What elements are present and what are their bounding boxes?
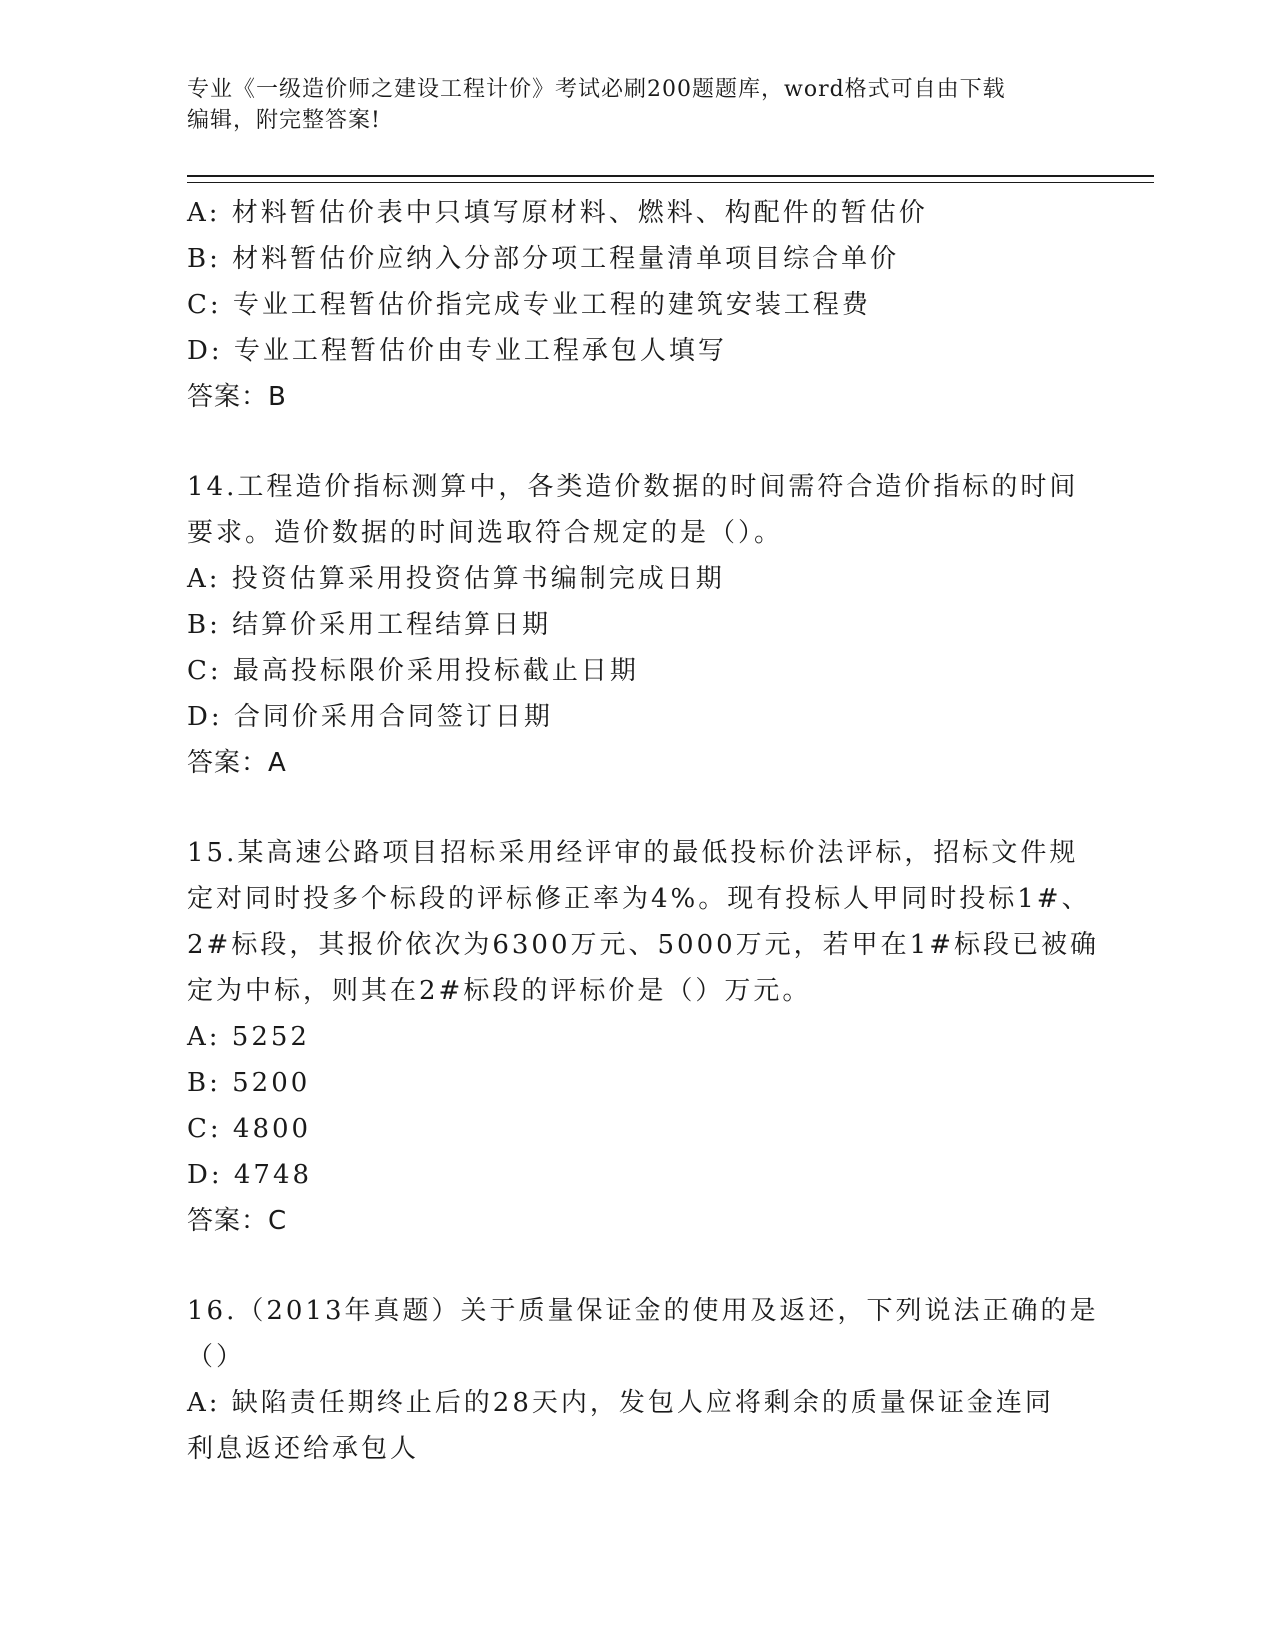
question-list (187, 190, 1099, 1472)
document-header (187, 74, 1067, 136)
question-stem-line: 15.某高速公路项目招标采用经评审的最低投标价法评标，招标文件规 (187, 838, 1079, 868)
header-divider-thin (187, 182, 1154, 183)
option-c: C: 专业工程暂估价指完成专业工程的建筑安装工程费 (187, 290, 871, 320)
header-line-1: 专业《一级造价师之建设工程计价》考试必刷200题题库，word格式可自由下载 (187, 77, 1006, 102)
question-13 (187, 190, 1087, 420)
option-d: D: 4748 (187, 1160, 313, 1190)
option-a: A: 投资估算采用投资估算书编制完成日期 (187, 564, 725, 594)
answer-line: 答案：A (187, 748, 287, 778)
question-stem-line: 14.工程造价指标测算中，各类造价数据的时间需符合造价指标的时间 (187, 472, 1079, 502)
option-c: C: 最高投标限价采用投标截止日期 (187, 656, 639, 686)
question-stem-line: 定对同时投多个标段的评标修正率为4%。现有投标人甲同时投标1#、 (187, 884, 1091, 914)
option-c: C: 4800 (187, 1114, 312, 1144)
option-a: A: 材料暂估价表中只填写原材料、燃料、构配件的暂估价 (187, 198, 928, 228)
option-a-continuation: 利息返还给承包人 (187, 1434, 420, 1464)
question-stem-line: 2#标段，其报价依次为6300万元、5000万元，若甲在1#标段已被确 (187, 930, 1099, 960)
question-stem-line: 16.（2013年真题）关于质量保证金的使用及返还，下列说法正确的是 (187, 1296, 1099, 1326)
answer-line: 答案：B (187, 382, 287, 412)
question-stem-line: 要求。造价数据的时间选取符合规定的是（）。 (187, 518, 784, 548)
question-16 (187, 1288, 1099, 1472)
question-14 (187, 464, 1087, 786)
header-divider-thick (187, 175, 1154, 177)
question-stem-line: （） (187, 1342, 246, 1372)
option-b: B: 材料暂估价应纳入分部分项工程量清单项目综合单价 (187, 244, 900, 274)
option-b: B: 结算价采用工程结算日期 (187, 610, 552, 640)
option-d: D: 合同价采用合同签订日期 (187, 702, 553, 732)
option-a: A: 5252 (187, 1022, 310, 1052)
option-b: B: 5200 (187, 1068, 311, 1098)
header-line-2: 编辑，附完整答案! (187, 108, 381, 133)
answer-line: 答案：C (187, 1206, 288, 1236)
question-stem-line: 定为中标，则其在2#标段的评标价是（）万元。 (187, 976, 812, 1006)
option-a: A: 缺陷责任期终止后的28天内，发包人应将剩余的质量保证金连同 (187, 1388, 1054, 1418)
option-d: D: 专业工程暂估价由专业工程承包人填写 (187, 336, 727, 366)
question-15 (187, 830, 1099, 1244)
